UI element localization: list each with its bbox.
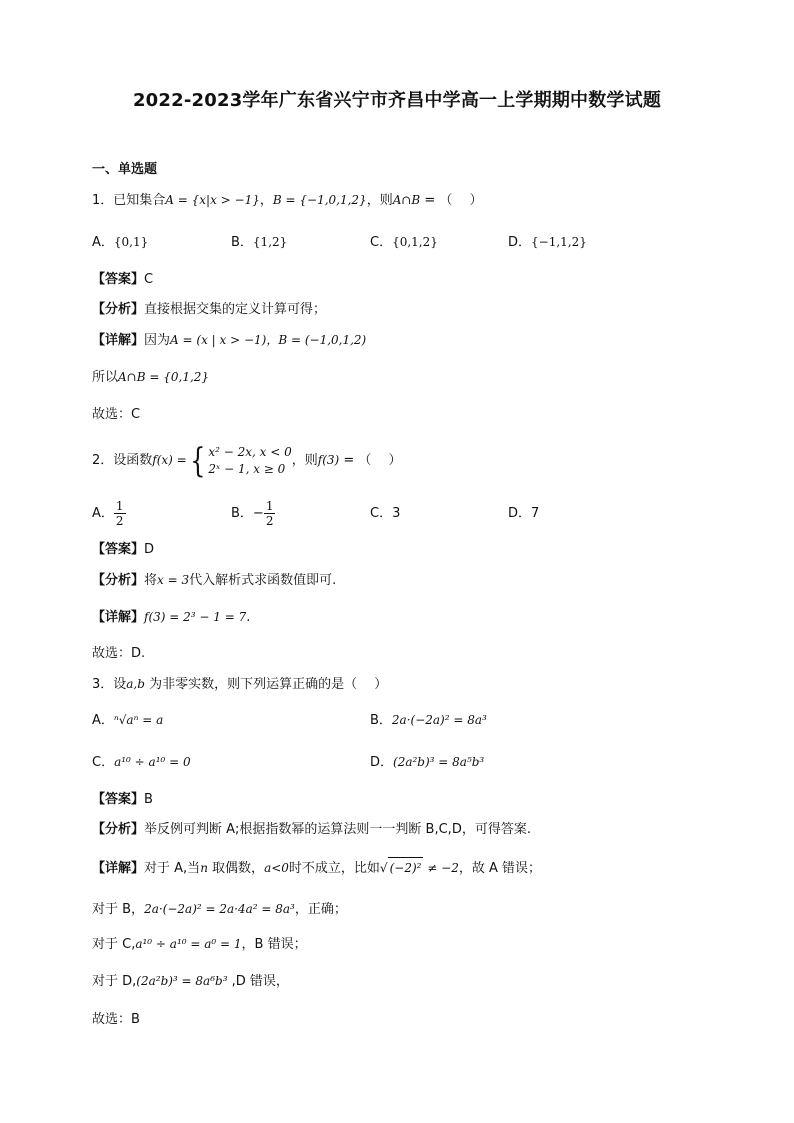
- q2-option-d: D．7: [508, 506, 540, 521]
- q2-analysis: 【分析】将x = 3代入解析式求函数值即可.: [92, 573, 337, 588]
- q3-choice: 故选：B: [92, 1012, 140, 1027]
- q1-stem: 1．已知集合A = {x|x > −1}，B = {−1,0,1,2}，则A∩B = （ ）: [92, 193, 483, 208]
- q3-option-a: A．ⁿ√aⁿ = a: [92, 713, 164, 728]
- section-heading: 一、单选题: [92, 162, 158, 177]
- q3-stem: 3．设a,b 为非零实数，则下列运算正确的是（ ）: [92, 677, 388, 692]
- q3-option-b: B．2a·(−2a)² = 8a³: [370, 713, 487, 728]
- q2-choice: 故选：D.: [92, 646, 146, 661]
- left-brace: {: [189, 440, 206, 481]
- q2-option-c: C．3: [370, 506, 401, 521]
- q3-detail-a: 【详解】对于 A,当n 取偶数，a<0时不成立，比如√ (−2)² ≠ −2，故 A 错误；: [92, 857, 541, 879]
- q1-detail-2: 所以A∩B = {0,1,2}: [92, 370, 210, 385]
- q3-answer: 【答案】B: [92, 792, 153, 807]
- q1-option-c: C．{0,1,2}: [370, 235, 438, 250]
- q2-detail: 【详解】f(3) = 2³ − 1 = 7.: [92, 610, 251, 625]
- q2-option-a: A． $\frac{1}{2}$: [92, 499, 124, 528]
- q1-option-d: D．{−1,1,2}: [508, 235, 587, 250]
- q3-analysis: 【分析】举反例可判断 A;根据指数幂的运算法则一一判断 B,C,D，可得答案.: [92, 822, 531, 837]
- q1-option-a: A．{0,1}: [92, 235, 149, 250]
- q1-choice: 故选：C: [92, 407, 141, 422]
- q2-piecewise-cases: x² − 2x, x < 0 2ˣ − 1, x ≥ 0: [208, 444, 292, 476]
- sqrt-sign: √: [379, 861, 388, 875]
- q1-option-b: B．{1,2}: [231, 235, 288, 250]
- q3-detail-d: 对于 D,(2a²b)³ = 8a⁶b³ ,D 错误，: [92, 974, 289, 989]
- q3-detail-c: 对于 C,a¹⁰ ÷ a¹⁰ = a⁰ = 1，B 错误；: [92, 937, 307, 952]
- q3-option-d: D．(2a²b)³ = 8a⁵b³: [370, 755, 485, 770]
- q2-stem: 2．设函数f(x) ={ x² − 2x, x < 0 2ˣ − 1, x ≥ 0 ，则f(3) = （ ）: [92, 440, 402, 481]
- page-title: 2022-2023学年广东省兴宁市齐昌中学高一上学期期中数学试题: [132, 90, 662, 111]
- q3-option-c: C．a¹⁰ ÷ a¹⁰ = 0: [92, 755, 191, 770]
- q1-detail: 【详解】因为A = (x | x > −1)，B = (−1,0,1,2): [92, 333, 367, 348]
- q2-answer: 【答案】D: [92, 542, 155, 557]
- q2-option-b: B．− $\frac{1}{2}$: [231, 499, 274, 528]
- q1-answer: 【答案】C: [92, 272, 154, 287]
- q1-analysis: 【分析】直接根据交集的定义计算可得；: [92, 302, 327, 317]
- q3-detail-b: 对于 B，2a·(−2a)² = 2a·4a² = 8a³，正确；: [92, 902, 347, 917]
